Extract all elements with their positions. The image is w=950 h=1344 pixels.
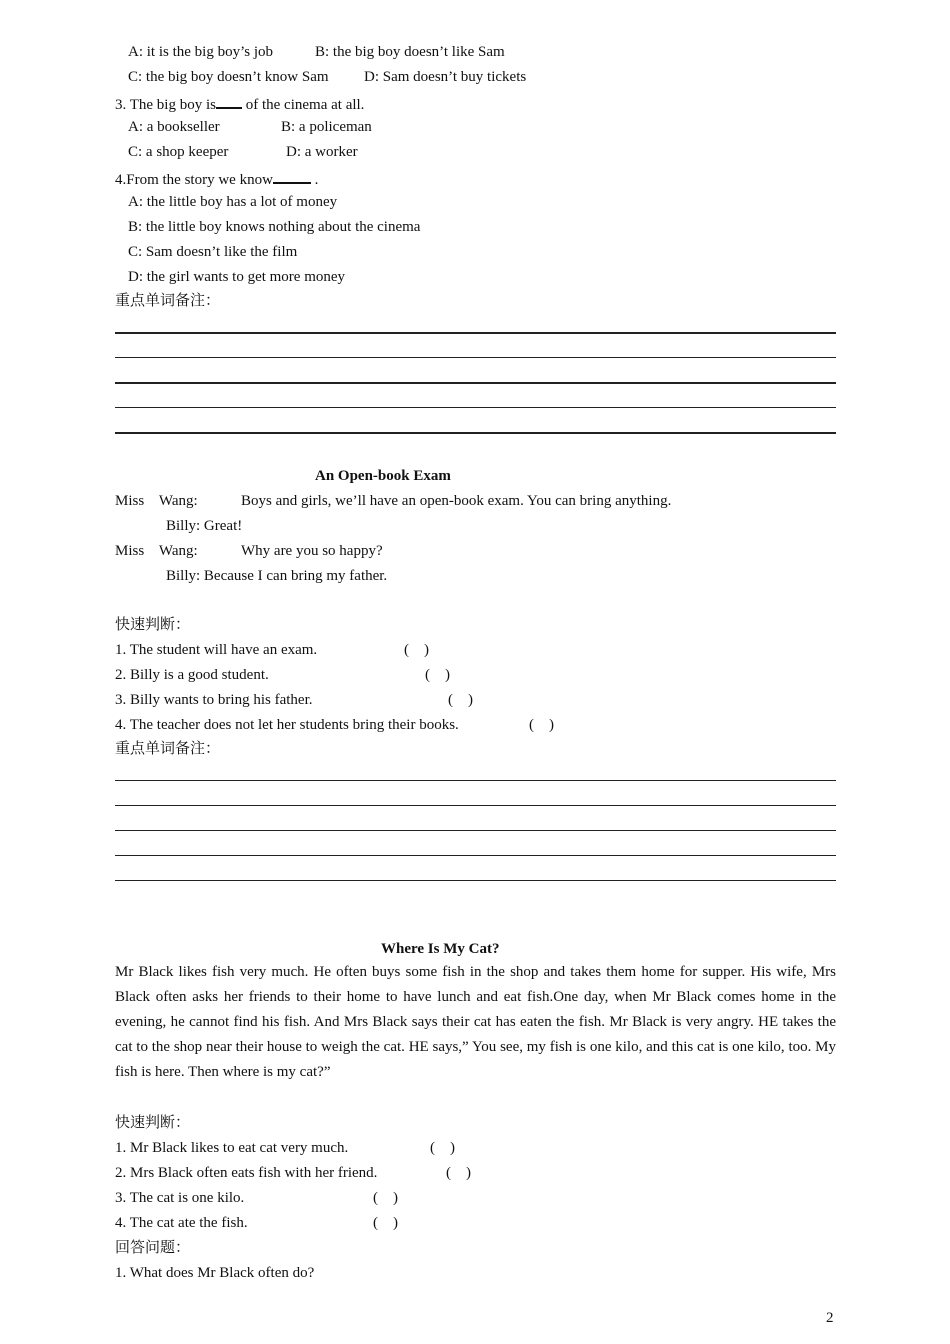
story3-judge-3: 3. The cat is one kilo. bbox=[115, 1190, 245, 1206]
note-line bbox=[115, 407, 836, 408]
page-number: 2 bbox=[826, 1310, 834, 1326]
q3-stem bbox=[115, 93, 364, 114]
answer-paren: ( ) bbox=[404, 642, 429, 658]
note-line bbox=[115, 780, 836, 781]
story2-judge-3: 3. Billy wants to bring his father. bbox=[115, 692, 313, 708]
story2-dialog-1-speaker: Miss Wang: bbox=[115, 493, 198, 509]
answer-paren: ( ) bbox=[430, 1140, 455, 1156]
answer-paren: ( ) bbox=[373, 1215, 398, 1231]
answer-paren: ( ) bbox=[373, 1190, 398, 1206]
story3-judge-2: 2. Mrs Black often eats fish with her friend. bbox=[115, 1165, 378, 1181]
story2-dialog-3-text: Why are you so happy? bbox=[241, 543, 383, 559]
note-line bbox=[115, 830, 836, 831]
story2-dialog-3-speaker: Miss Wang: bbox=[115, 543, 198, 559]
q3-option-c: C: a shop keeper bbox=[128, 144, 229, 160]
q4-option-c: C: Sam doesn’t like the film bbox=[128, 244, 298, 260]
story3-judge-1: 1. Mr Black likes to eat cat very much. bbox=[115, 1140, 349, 1156]
note-line bbox=[115, 855, 836, 856]
note-line bbox=[115, 432, 836, 434]
story2-title: An Open-book Exam bbox=[315, 468, 451, 484]
notes-label-2: 重点单词备注： bbox=[115, 741, 221, 757]
quick-judge-label-2: 快速判断： bbox=[115, 1115, 191, 1131]
q3-option-d: D: a worker bbox=[286, 144, 358, 160]
q3-option-a: A: a bookseller bbox=[128, 119, 220, 135]
story3-paragraph: Mr Black likes fish very much. He often buys some fish in the shop and takes them home for supper. His wife, Mrs Black often asks her friends to their home to have lunch and eat fish.One day, when Mr Black comes home in the evening, he cannot find his fish. And Mrs Black says their cat has eaten the fish. Mr Black is very angry. HE takes the cat to the shop near their house to weigh the cat. HE says,” You see, my fish is one kilo, and this cat is one kilo, too. My fish is here. Then where is my cat?” bbox=[115, 964, 836, 1080]
quick-judge-label-1: 快速判断： bbox=[115, 617, 191, 633]
q4-option-a: A: the little boy has a lot of money bbox=[128, 194, 338, 210]
answer-paren: ( ) bbox=[446, 1165, 471, 1181]
q4-stem-before: 4.From the story we know bbox=[115, 172, 273, 188]
answer-paren: ( ) bbox=[448, 692, 473, 708]
note-line bbox=[115, 382, 836, 384]
q2-option-d: D: Sam doesn’t buy tickets bbox=[364, 69, 527, 85]
note-line bbox=[115, 880, 836, 881]
story2-dialog-1-text: Boys and girls, we’ll have an open-book exam. You can bring anything. bbox=[241, 493, 672, 509]
story2-dialog-4: Billy: Because I can bring my father. bbox=[166, 568, 388, 584]
q4-blank bbox=[273, 168, 311, 184]
answer-label: 回答问题： bbox=[115, 1240, 191, 1256]
story3-judge-4: 4. The cat ate the fish. bbox=[115, 1215, 248, 1231]
story3-title: Where Is My Cat? bbox=[381, 941, 500, 957]
note-line bbox=[115, 332, 836, 334]
story2-judge-2: 2. Billy is a good student. bbox=[115, 667, 269, 683]
q2-option-b: B: the big boy doesn’t like Sam bbox=[315, 44, 505, 60]
answer-paren: ( ) bbox=[529, 717, 554, 733]
note-line bbox=[115, 805, 836, 806]
q3-blank bbox=[216, 93, 242, 109]
story3-question-1: 1. What does Mr Black often do? bbox=[115, 1265, 315, 1281]
q4-stem-after: . bbox=[310, 172, 319, 188]
q2-option-c: C: the big boy doesn’t know Sam bbox=[128, 69, 329, 85]
story2-dialog-2: Billy: Great! bbox=[166, 518, 243, 534]
q3-stem-after: of the cinema at all. bbox=[241, 97, 365, 113]
q3-option-b: B: a policeman bbox=[281, 119, 372, 135]
q4-option-b: B: the little boy knows nothing about the cinema bbox=[128, 219, 421, 235]
story2-judge-1: 1. The student will have an exam. bbox=[115, 642, 318, 658]
notes-label-1: 重点单词备注： bbox=[115, 293, 221, 309]
q4-option-d: D: the girl wants to get more money bbox=[128, 269, 346, 285]
q4-stem bbox=[115, 168, 318, 189]
note-line bbox=[115, 357, 836, 358]
story2-judge-4: 4. The teacher does not let her students bring their books. bbox=[115, 717, 459, 733]
q3-stem-before: 3. The big boy is bbox=[115, 97, 216, 113]
q2-option-a: A: it is the big boy’s job bbox=[128, 44, 274, 60]
answer-paren: ( ) bbox=[425, 667, 450, 683]
